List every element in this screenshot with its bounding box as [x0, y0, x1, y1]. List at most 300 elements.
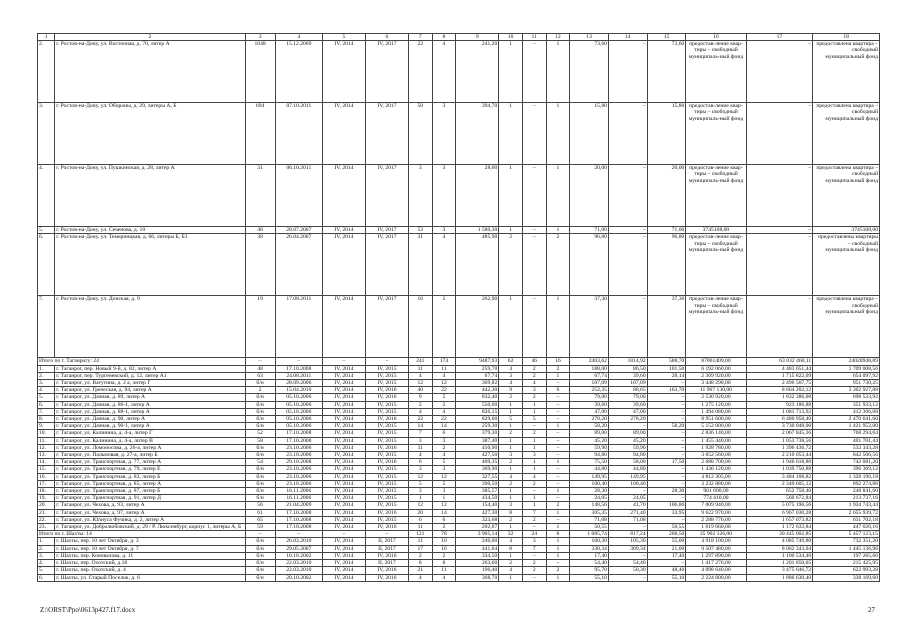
value-cell-c17: 2 210 053,44: [746, 452, 813, 459]
value-cell-c6: IV, 2015: [365, 401, 408, 408]
value-cell-c12: 1: [546, 459, 570, 466]
value-cell-c13: 96,80: [570, 234, 609, 296]
value-cell-c8: 4: [432, 234, 456, 296]
value-cell-c17: –: [746, 165, 813, 227]
value-cell-c17: 652 758,40: [746, 488, 813, 495]
value-cell-c12: –: [546, 466, 570, 473]
value-cell-c18: 447 026,16: [813, 524, 880, 531]
value-cell-c12: 1: [546, 552, 570, 559]
value-cell-c7: 7: [408, 430, 432, 437]
subtotal-value-c3: –: [245, 358, 275, 365]
address-cell: г. Таганрог, ул. Пальмовая, д. 27-а, литер Б: [55, 452, 245, 459]
value-cell-c10: 1: [499, 437, 523, 444]
column-number-cell: 9: [456, 34, 499, 41]
row-number-cell: 6.: [38, 234, 55, 296]
value-cell-c8: 11: [432, 567, 456, 574]
address-cell: г. Таганрог, ул. Ломоносова, д. 26-а, литер А: [55, 444, 245, 451]
value-cell-c14: –: [608, 165, 647, 227]
value-cell-c3: 1048: [245, 41, 275, 103]
value-cell-c10: 1: [499, 408, 523, 415]
value-cell-c8: 14: [432, 509, 456, 516]
value-cell-c4: 16.11.2006: [275, 495, 322, 502]
value-cell-c3: 19: [245, 296, 275, 358]
table-row: [38, 423, 880, 430]
row-number-cell: 7.: [38, 408, 55, 415]
value-cell-c17: 1 396 436,72: [746, 444, 813, 451]
value-cell-c5: IV, 2014: [322, 538, 365, 545]
value-cell-c18: 768 294,64: [813, 430, 880, 437]
value-cell-c18: 2 470 641,60: [813, 416, 880, 423]
value-cell-c11: –: [522, 103, 546, 165]
address-cell: г. Таганрог, ул. Добролюбовский, д. 29 / Р. Люксембург, корпус 1, литеры А, Б: [55, 524, 245, 531]
row-number-cell: 17.: [38, 480, 55, 487]
value-cell-c5: IV, 2014: [322, 103, 365, 165]
value-cell-c5: IV, 2014: [322, 380, 365, 387]
value-cell-c18: предоставлена квартира – свободный муниципальный фонд: [813, 41, 880, 103]
value-cell-c12: –: [546, 444, 570, 451]
value-cell-c6: II, 2017: [365, 560, 408, 567]
value-cell-c17: 1 172 633,84: [746, 524, 813, 531]
value-cell-c6: IV, 2017: [365, 103, 408, 165]
row-number-cell: 6.: [38, 401, 55, 408]
value-cell-c13: 75,50: [570, 459, 609, 466]
table-row: [38, 516, 880, 523]
value-cell-c12: –: [546, 408, 570, 415]
value-cell-c13: 71,08: [570, 516, 609, 523]
table-row: [38, 296, 880, 358]
table-row: [38, 401, 880, 408]
table-row: [38, 567, 880, 574]
value-cell-c11: 1: [522, 502, 546, 509]
value-cell-c7: 50: [408, 103, 432, 165]
value-cell-c12: 2: [546, 567, 570, 574]
value-cell-c13: 89,00: [570, 430, 609, 437]
value-cell-c13: 59,90: [570, 444, 609, 451]
value-cell-c16: 1 417 276,00: [686, 560, 746, 567]
row-number-cell: 20.: [38, 502, 55, 509]
value-cell-c8: 22: [432, 416, 456, 423]
row-number-cell: 19.: [38, 495, 55, 502]
row-number-cell: 8.: [38, 416, 55, 423]
value-cell-c15: –: [647, 394, 686, 401]
value-cell-c17: 3 484 108,82: [746, 473, 813, 480]
value-cell-c14: 71,08: [608, 516, 647, 523]
value-cell-c11: 4: [522, 380, 546, 387]
value-cell-c17: –: [746, 227, 813, 234]
value-cell-c14: 44,80: [608, 466, 647, 473]
table-row: [38, 380, 880, 387]
value-cell-c14: –: [608, 524, 647, 531]
value-cell-c16: предостав-ление квар-тиры – свободный муниципаль-ный фонд: [686, 41, 746, 103]
value-cell-c14: 100,40: [608, 480, 647, 487]
value-cell-c15: –: [647, 480, 686, 487]
value-cell-c4: 10.10.2002: [275, 552, 322, 559]
value-cell-c5: IV, 2014: [322, 416, 365, 423]
subtotal-value-c6: –: [365, 531, 408, 538]
value-cell-c7: 3: [408, 488, 432, 495]
row-number-cell: 10.: [38, 430, 55, 437]
value-cell-c12: –: [546, 437, 570, 444]
address-cell: г. Шахты, пер. 10 лет Октября, д. 7: [55, 545, 245, 552]
value-cell-c3: б/н: [245, 552, 275, 559]
subtotal-value-c10: 32: [499, 531, 523, 538]
value-cell-c12: 1: [546, 41, 570, 103]
address-cell: г. Таганрог, ул. Греческая, д. 94, литер А: [55, 387, 245, 394]
value-cell-c4: 29.05.2007: [275, 545, 322, 552]
value-cell-c10: 1: [499, 552, 523, 559]
value-cell-c7: 53: [408, 227, 432, 234]
value-cell-c4: 20.10.2002: [275, 574, 322, 581]
value-cell-c3: б/н: [245, 408, 275, 415]
value-cell-c14: 149,95: [608, 473, 647, 480]
value-cell-c17: 1 100 534,40: [746, 552, 813, 559]
address-cell: г. Таганрог, ул. Транспортная, д. 85, литер А: [55, 480, 245, 487]
subtotal-value-c8: 78: [432, 531, 456, 538]
value-cell-c16: 1 928 780,00: [686, 444, 746, 451]
value-cell-c8: 4: [432, 408, 456, 415]
value-cell-c8: 1: [432, 495, 456, 502]
value-cell-c16: предостав-ление квар-тиры – свободный муниципаль-ный фонд: [686, 165, 746, 227]
value-cell-c15: 28,14: [647, 372, 686, 379]
value-cell-c11: –: [522, 552, 546, 559]
table-row: [38, 234, 880, 296]
value-cell-c7: 2: [408, 401, 432, 408]
column-number-cell: 16: [686, 34, 746, 41]
value-cell-c6: IV, 2016: [365, 574, 408, 581]
value-cell-c17: 1 946 618,80: [746, 459, 813, 466]
table-row: [38, 459, 880, 466]
table-row: [38, 444, 880, 451]
subtotal-value-c14: 817,24: [608, 531, 647, 538]
table-row: [38, 509, 880, 516]
value-cell-c15: –: [647, 401, 686, 408]
value-cell-c10: 1: [499, 41, 523, 103]
value-cell-c3: 52: [245, 430, 275, 437]
value-cell-c16: 3 448 298,00: [686, 380, 746, 387]
table-row: [38, 524, 880, 531]
value-cell-c13: 45,20: [570, 437, 609, 444]
value-cell-c6: IV, 2017: [365, 41, 408, 103]
value-cell-c12: 1: [546, 423, 570, 430]
value-cell-c3: б/н: [245, 488, 275, 495]
value-cell-c15: –: [647, 452, 686, 459]
value-cell-c7: 22: [408, 416, 432, 423]
value-cell-c5: IV, 2014: [322, 408, 365, 415]
value-cell-c13: 148,56: [570, 502, 609, 509]
column-number-cell: 11: [522, 34, 546, 41]
value-cell-c12: –: [546, 416, 570, 423]
value-cell-c5: IV, 2014: [322, 516, 365, 523]
value-cell-c14: 39,60: [608, 372, 647, 379]
value-cell-c15: –: [647, 466, 686, 473]
value-cell-c12: 1: [546, 227, 570, 234]
value-cell-c4: 05.10.2006: [275, 401, 322, 408]
value-cell-c7: 12: [408, 473, 432, 480]
value-cell-c5: IV, 2014: [322, 473, 365, 480]
value-cell-c6: IV, 2016: [365, 416, 408, 423]
value-cell-c3: б/н: [245, 466, 275, 473]
value-cell-c15: 28,30: [647, 488, 686, 495]
value-cell-c6: II, 2017: [365, 538, 408, 545]
value-cell-c4: 05.10.2006: [275, 394, 322, 401]
value-cell-c18: 215 425,95: [813, 560, 880, 567]
value-cell-c12: 1: [546, 296, 570, 358]
value-cell-c9: 409,35: [456, 459, 499, 466]
value-cell-c3: б/н: [245, 567, 275, 574]
value-cell-c15: 73,60: [647, 41, 686, 103]
value-cell-c9: 246,00: [456, 538, 499, 545]
value-cell-c3: б/н: [245, 538, 275, 545]
value-cell-c17: 5 075 196,56: [746, 502, 813, 509]
row-number-cell: 2.: [38, 372, 55, 379]
value-cell-c5: IV, 2014: [322, 296, 365, 358]
value-cell-c18: 1 445 136,96: [813, 545, 880, 552]
value-cell-c11: 2: [522, 430, 546, 437]
value-cell-c17: 8 062 343,04: [746, 545, 813, 552]
table-row: [38, 488, 880, 495]
address-cell: г. Ростов-на-Дону, ул. Восточная, д. 70, литер А: [55, 41, 245, 103]
value-cell-c11: –: [522, 524, 546, 531]
value-cell-c18: предоставлена квартира – свободный муниципальный фонд: [813, 103, 880, 165]
value-cell-c16: 1 275 120,00: [686, 401, 746, 408]
value-cell-c16: 1 436 120,00: [686, 466, 746, 473]
value-cell-c12: –: [546, 516, 570, 523]
table-row: [38, 416, 880, 423]
row-number-cell: 12.: [38, 444, 55, 451]
value-cell-c16: 9 507 480,00: [686, 545, 746, 552]
subtotal-value-c17: 63 032 460,11: [746, 358, 813, 365]
table-row: [38, 560, 880, 567]
value-cell-c7: 4: [408, 574, 432, 581]
value-cell-c17: 1 201 850,05: [746, 560, 813, 567]
value-cell-c16: 774 410,00: [686, 495, 746, 502]
value-cell-c11: 3: [522, 387, 546, 394]
table-row: [38, 495, 880, 502]
value-cell-c9: 832,40: [456, 394, 499, 401]
value-cell-c8: 10: [432, 538, 456, 545]
value-cell-c15: 106,86: [647, 502, 686, 509]
value-cell-c17: 2 067 845,36: [746, 430, 813, 437]
value-cell-c16: 4 098 640,00: [686, 567, 746, 574]
table-row: [38, 466, 880, 473]
value-cell-c16: 3 232 880,00: [686, 480, 746, 487]
value-cell-c13: 58,20: [570, 423, 609, 430]
value-cell-c6: IV, 2016: [365, 444, 408, 451]
value-cell-c11: 1: [522, 495, 546, 502]
value-cell-c18: 401 701,44: [813, 437, 880, 444]
value-cell-c8: 3: [432, 165, 456, 227]
value-cell-c11: –: [522, 227, 546, 234]
value-cell-c10: 8: [499, 509, 523, 516]
row-number-cell: 4.: [38, 560, 55, 567]
value-cell-c5: IV, 2014: [322, 234, 365, 296]
value-cell-c8: 4: [432, 41, 456, 103]
footer-file-path: Z:\ORST\Ppo\0613p427.f17.docx: [40, 606, 136, 614]
address-cell: г. Шахты, пер. Охотский, д.18: [55, 560, 245, 567]
value-cell-c18: 3 302 927,88: [813, 387, 880, 394]
subtotal-row: [38, 531, 880, 538]
value-cell-c10: 8: [499, 545, 523, 552]
value-cell-c7: 16: [408, 296, 432, 358]
value-cell-c14: 45,20: [608, 437, 647, 444]
value-cell-c14: 271,40: [608, 509, 647, 516]
value-cell-c6: IV, 2016: [365, 394, 408, 401]
value-cell-c13: 39,60: [570, 401, 609, 408]
value-cell-c5: IV, 2014: [322, 394, 365, 401]
value-cell-c7: 6: [408, 459, 432, 466]
value-cell-c9: 263,60: [456, 560, 499, 567]
value-cell-c4: 17.10.2008: [275, 430, 322, 437]
row-number-cell: 4.: [38, 387, 55, 394]
row-number-cell: 21.: [38, 509, 55, 516]
value-cell-c11: 1: [522, 401, 546, 408]
value-cell-c8: 2: [432, 552, 456, 559]
value-cell-c8: 16: [432, 545, 456, 552]
value-cell-c15: –: [647, 444, 686, 451]
value-cell-c3: б/н: [245, 394, 275, 401]
value-cell-c6: IV, 2015: [365, 488, 408, 495]
row-number-cell: 1.: [38, 365, 55, 372]
value-cell-c12: 1: [546, 524, 570, 531]
value-cell-c7: 12: [408, 502, 432, 509]
value-cell-c14: 79,00: [608, 394, 647, 401]
value-cell-c4: 17.10.2008: [275, 524, 322, 531]
value-cell-c16: 3 052 560,00: [686, 452, 746, 459]
value-cell-c6: IV, 2015: [365, 480, 408, 487]
value-cell-c4: 22.03.2010: [275, 567, 322, 574]
row-number-cell: 2.: [38, 545, 55, 552]
table-row: [38, 365, 880, 372]
value-cell-c5: IV, 2014: [322, 365, 365, 372]
row-number-cell: 3.: [38, 380, 55, 387]
value-cell-c18: 213 737,16: [813, 495, 880, 502]
value-cell-c13: 37,30: [570, 296, 609, 358]
address-cell: г. Таганрог, ул. Дачная, д. 90, литер А: [55, 416, 245, 423]
value-cell-c8: 3: [432, 437, 456, 444]
subtotal-value-c9: 3 905,14: [456, 531, 499, 538]
value-cell-c9: 387,40: [456, 437, 499, 444]
value-cell-c16: 3745108,00: [686, 227, 746, 234]
value-cell-c17: –: [746, 296, 813, 358]
value-cell-c11: –: [522, 165, 546, 227]
value-cell-c16: 4 918 100,00: [686, 538, 746, 545]
value-cell-c6: IV, 2017: [365, 234, 408, 296]
value-cell-c14: 24,05: [608, 495, 647, 502]
subtotal-row: [38, 358, 880, 365]
address-cell: г. Таганрог, ул. Дачная, д. 88-1, литер А: [55, 408, 245, 415]
value-cell-c14: 105,30: [608, 538, 647, 545]
value-cell-c9: 368,70: [456, 574, 499, 581]
value-cell-c14: 86,50: [608, 365, 647, 372]
value-cell-c7: 6: [408, 516, 432, 523]
value-cell-c10: 3: [499, 502, 523, 509]
value-cell-c6: IV, 2015: [365, 380, 408, 387]
value-cell-c11: 5: [522, 416, 546, 423]
value-cell-c15: –: [647, 408, 686, 415]
subtotal-value-c13: 1 085,74: [570, 531, 609, 538]
subtotal-label-cell: Итого по г. Шахты: 14: [38, 531, 246, 538]
subtotal-value-c6: –: [365, 358, 408, 365]
value-cell-c10: 4: [499, 380, 523, 387]
value-cell-c8: 14: [432, 423, 456, 430]
value-cell-c8: 6: [432, 516, 456, 523]
value-cell-c17: –: [746, 103, 813, 165]
value-cell-c13: 95,70: [570, 567, 609, 574]
row-number-cell: 3.: [38, 103, 55, 165]
address-cell: г. Таганрог, ул. Транспортная, д. 77, литер А: [55, 459, 245, 466]
column-number-cell: 1: [38, 34, 55, 41]
subtotal-value-c15: 588,70: [647, 358, 686, 365]
value-cell-c7: 4: [408, 408, 432, 415]
value-cell-c11: 1: [522, 437, 546, 444]
value-cell-c7: 3: [408, 437, 432, 444]
value-cell-c12: 1: [546, 509, 570, 516]
value-cell-c13: 20,00: [570, 165, 609, 227]
row-number-cell: 5.: [38, 394, 55, 401]
subtotal-value-c5: –: [322, 358, 365, 365]
value-cell-c16: предостав-ление квар-тиры – свободный муниципаль-ный фонд: [686, 234, 746, 296]
value-cell-c13: 15,80: [570, 103, 609, 165]
column-number-cell: 13: [570, 34, 609, 41]
value-cell-c8: 11: [432, 365, 456, 372]
row-number-cell: 3.: [38, 552, 55, 559]
value-cell-c3: б/н: [245, 574, 275, 581]
value-cell-c14: 88,65: [608, 387, 647, 394]
value-cell-c18: 3745108,00: [813, 227, 880, 234]
address-cell: г. Таганрог, ул. Дачная, д. 90-1, литер А: [55, 423, 245, 430]
value-cell-c8: 3: [432, 488, 456, 495]
registry-table-container: [37, 33, 880, 582]
value-cell-c5: IV, 2014: [322, 495, 365, 502]
address-cell: г. Таганрог, ул. Ватутина, д. 2 а, литер Г: [55, 380, 245, 387]
value-cell-c5: IV, 2014: [322, 423, 365, 430]
value-cell-c4: 22.03.2010: [275, 560, 322, 567]
value-cell-c3: 694: [245, 103, 275, 165]
value-cell-c16: 1 619 660,00: [686, 524, 746, 531]
value-cell-c18: предоставлены квартиры – свободный муниципальный фонд: [813, 234, 880, 296]
value-cell-c5: IV, 2014: [322, 560, 365, 567]
column-number-cell: 5: [322, 34, 365, 41]
value-cell-c9: 67,74: [456, 372, 499, 379]
value-cell-c13: 79,00: [570, 394, 609, 401]
value-cell-c10: 2: [499, 430, 523, 437]
value-cell-c7: 31: [408, 234, 432, 296]
value-cell-c11: 2: [522, 560, 546, 567]
row-number-cell: 18.: [38, 488, 55, 495]
column-number-cell: 15: [647, 34, 686, 41]
value-cell-c15: 71,00: [647, 227, 686, 234]
value-cell-c18: 1 328 196,18: [813, 473, 880, 480]
value-cell-c3: б/н: [245, 495, 275, 502]
address-cell: г. Ростов-на-Дону, ул. Донская, д. 9: [55, 296, 245, 358]
value-cell-c15: 37,30: [647, 296, 686, 358]
value-cell-c16: 2 369 920,00: [686, 372, 746, 379]
value-cell-c17: 3 730 048,00: [746, 423, 813, 430]
subtotal-label-cell: Итого по г. Таганрогу: 24: [38, 358, 246, 365]
value-cell-c15: –: [647, 416, 686, 423]
value-cell-c9: 427,30: [456, 509, 499, 516]
value-cell-c11: –: [522, 574, 546, 581]
value-cell-c12: –: [546, 480, 570, 487]
value-cell-c10: 4: [499, 567, 523, 574]
table-row: [38, 430, 880, 437]
table-row: [38, 552, 880, 559]
value-cell-c12: –: [546, 430, 570, 437]
value-cell-c8: 4: [432, 452, 456, 459]
value-cell-c6: IV, 2015: [365, 437, 408, 444]
value-cell-c18: 351 933,12: [813, 401, 880, 408]
value-cell-c3: б/н: [245, 473, 275, 480]
